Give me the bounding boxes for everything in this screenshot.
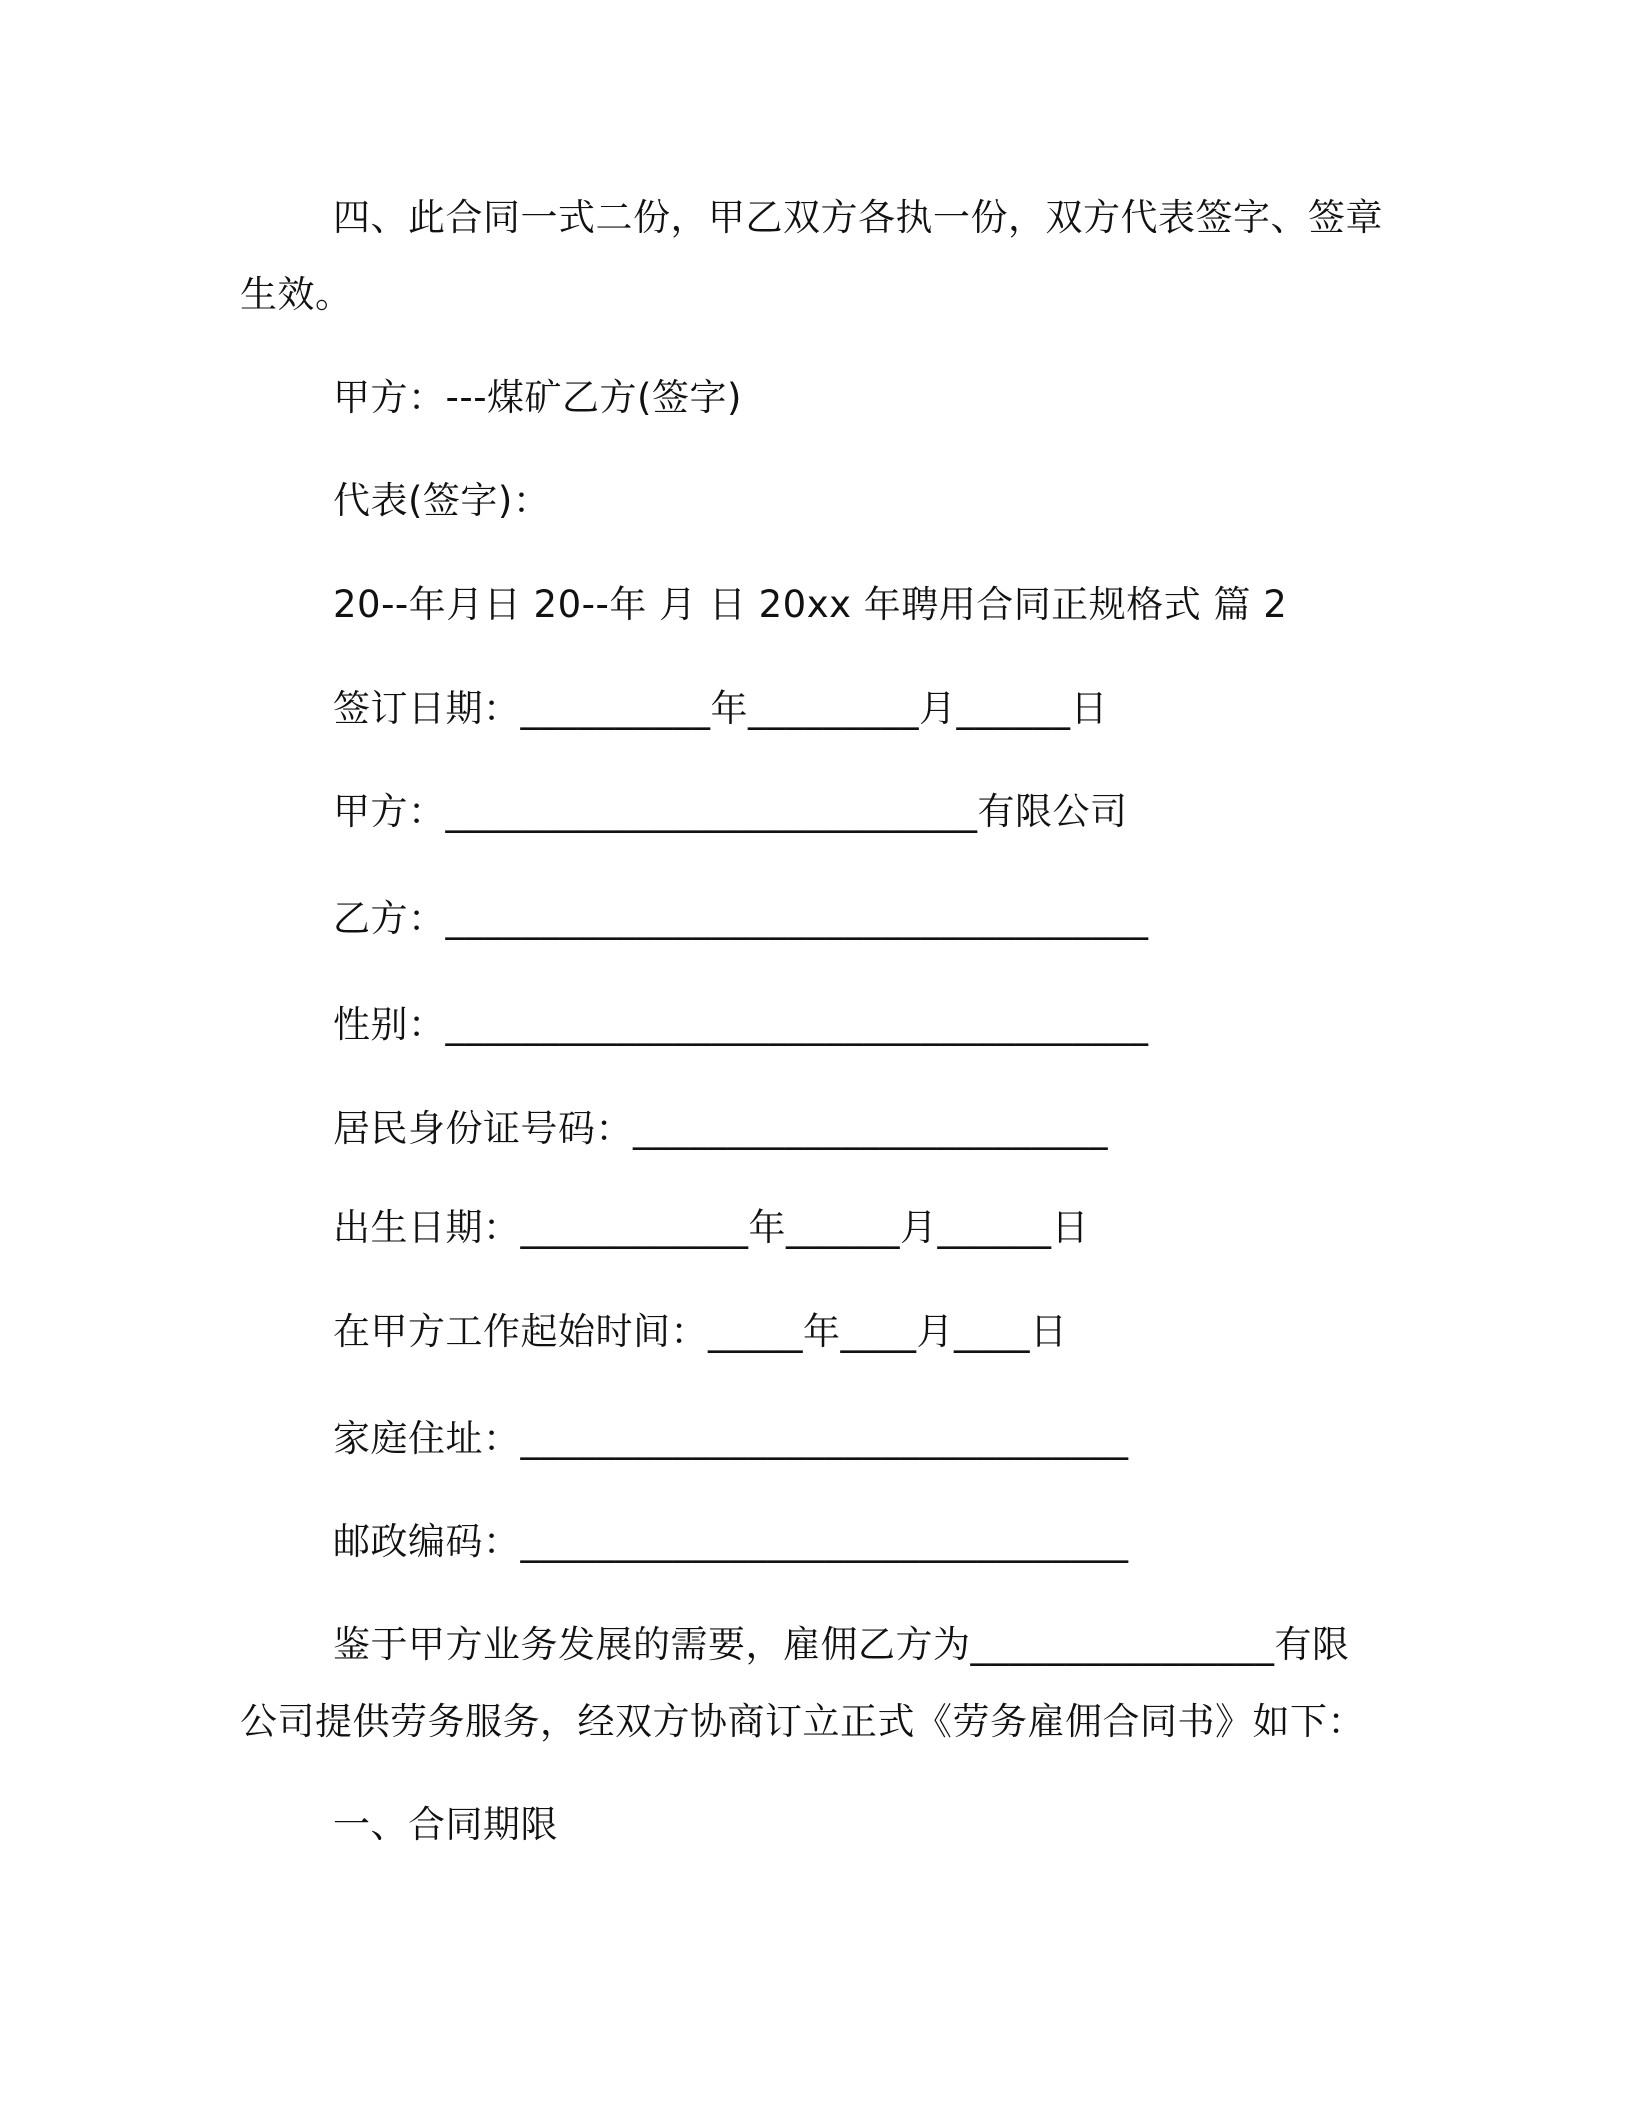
date-and-heading-line: 20--年月日 20--年 月 日 20xx 年聘用合同正规格式 篇 2 [333,583,1288,626]
party-a-signature-line: 甲方：---煤矿乙方(签字) [333,376,742,419]
party-b-field: 乙方：_____________________________________ [333,897,1149,940]
postal-code-field: 邮政编码：________________________________ [333,1520,1129,1563]
representative-signature-line: 代表(签字)： [333,479,551,522]
employment-start-date-field: 在甲方工作起始时间：_____年____月____日 [333,1310,1068,1353]
employment-purpose-line-2: 公司提供劳务服务，经双方协商订立正式《劳务雇佣合同书》如下： [240,1700,1365,1743]
employment-purpose-line-1: 鉴于甲方业务发展的需要，雇佣乙方为________________有限 [333,1623,1350,1666]
birth-date-field: 出生日期：____________年______月______日 [333,1206,1089,1249]
party-a-field: 甲方：____________________________有限公司 [333,790,1128,833]
clause-four-line-1: 四、此合同一式二份，甲乙双方各执一份，双方代表签字、签章 [333,196,1383,239]
id-number-field: 居民身份证号码：_________________________ [333,1107,1108,1150]
signing-date-field: 签订日期：__________年_________月______日 [333,687,1108,730]
gender-field: 性别：_____________________________________ [333,1003,1149,1046]
home-address-field: 家庭住址：________________________________ [333,1417,1129,1460]
clause-four-line-2: 生效。 [240,273,353,316]
contract-term-heading: 一、合同期限 [333,1803,558,1846]
